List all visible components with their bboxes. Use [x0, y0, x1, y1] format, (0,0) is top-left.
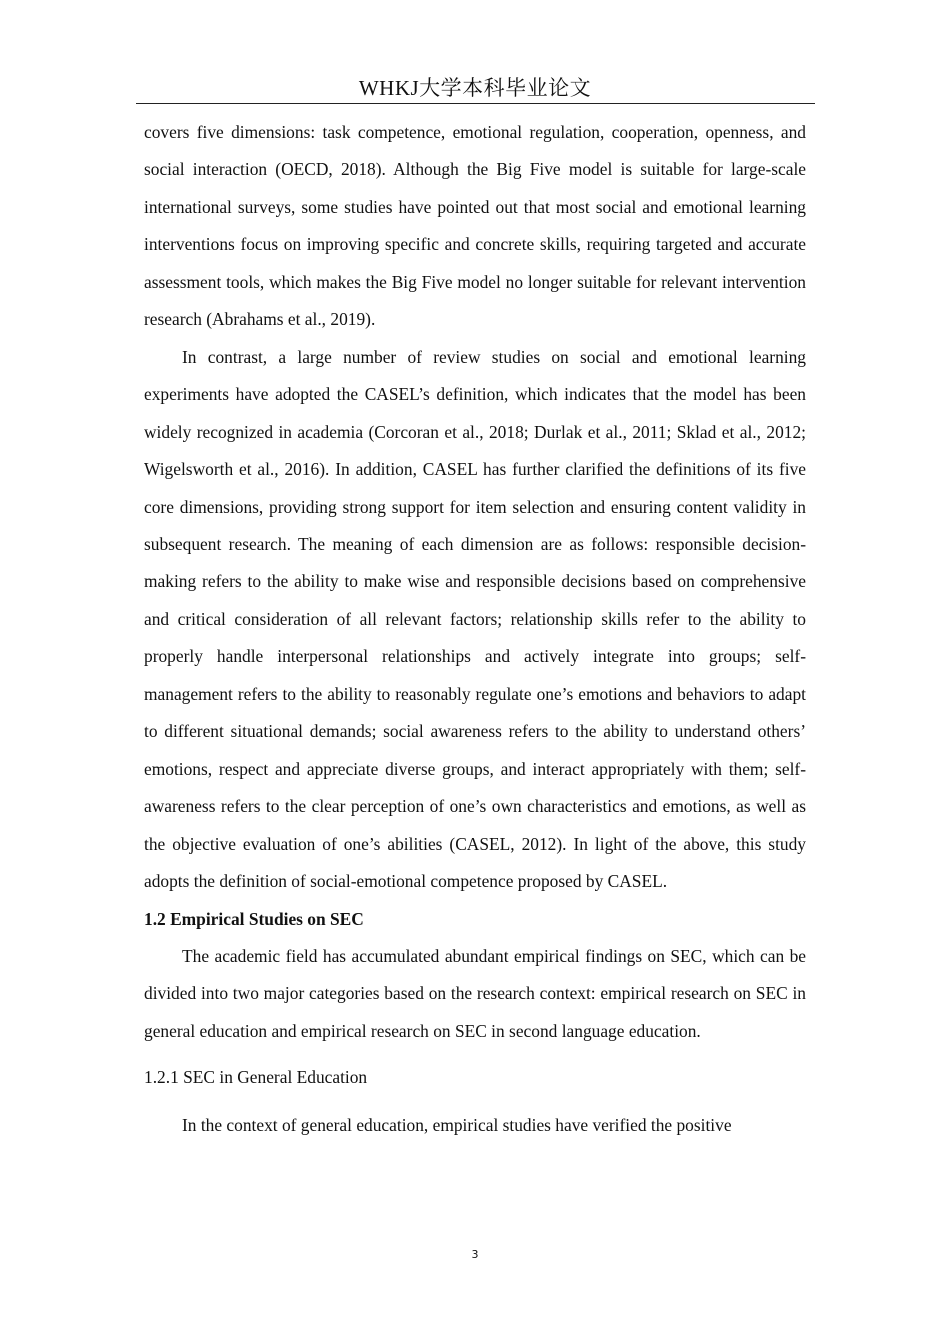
paragraph-empirical-findings: The academic field has accumulated abundant empirical findings on SEC, which can be divided into two major categories based on the research context: empirical research on SEC in general education and empirical research on SEC in second language education. — [144, 945, 806, 1041]
page-number: 3 — [471, 1248, 479, 1261]
section-heading-1-2: 1.2 Empirical Studies on SEC — [144, 908, 364, 929]
header-divider — [136, 103, 815, 104]
paragraph-continuation: covers five dimensions: task competence, emotional regulation, cooperation, openness, and social interaction (OECD, 2018). Although the Big Five model is suitable for large-scale international surveys, some studies have pointed out that most social and emotional learning interventions focus on improving specific and concrete skills, requiring targeted and accurate assessment tools, which makes the Big Five model no longer suitable for relevant intervention research (Abrahams et al., 2019). — [144, 122, 806, 330]
subsection-heading-1-2-1: 1.2.1 SEC in General Education — [144, 1067, 368, 1088]
running-header-title: WHKJ大学本科毕业论文 — [358, 76, 592, 100]
page-body — [144, 114, 806, 1144]
paragraph-general-education: In the context of general education, empirical studies have verified the positive — [182, 1114, 732, 1135]
paragraph-casel-definition: In contrast, a large number of review studies on social and emotional learning experiments have adopted the CASEL’s definition, which indicates that the model has been widely recognized in academia (Corcoran et al., 2018; Durlak et al., 2011; Sklad et al., 2012; Wigelsworth et al., 2016). In addition, CASEL has further clarified the definitions of its five core dimensions, providing strong support for item selection and ensuring content validity in subsequent research. The meaning of each dimension are as follows: responsible decision-making refers to the ability to make wise and responsible decisions based on comprehensive and critical consideration of all relevant factors; relationship skills refer to the ability to properly handle interpersonal relationships and actively integrate into groups; self-management refers to the ability to reasonably regulate one’s emotions and behaviors to adapt to different situational demands; social awareness refers to the ability to understand others’ emotions, respect and appreciate diverse groups, and interact appropriately with them; self-awareness refers to the clear perception of one’s own characteristics and emotions, as well as the objective evaluation of one’s abilities (CASEL, 2012). In light of the above, this study adopts the definition of social-emotional competence proposed by CASEL. — [144, 346, 806, 892]
